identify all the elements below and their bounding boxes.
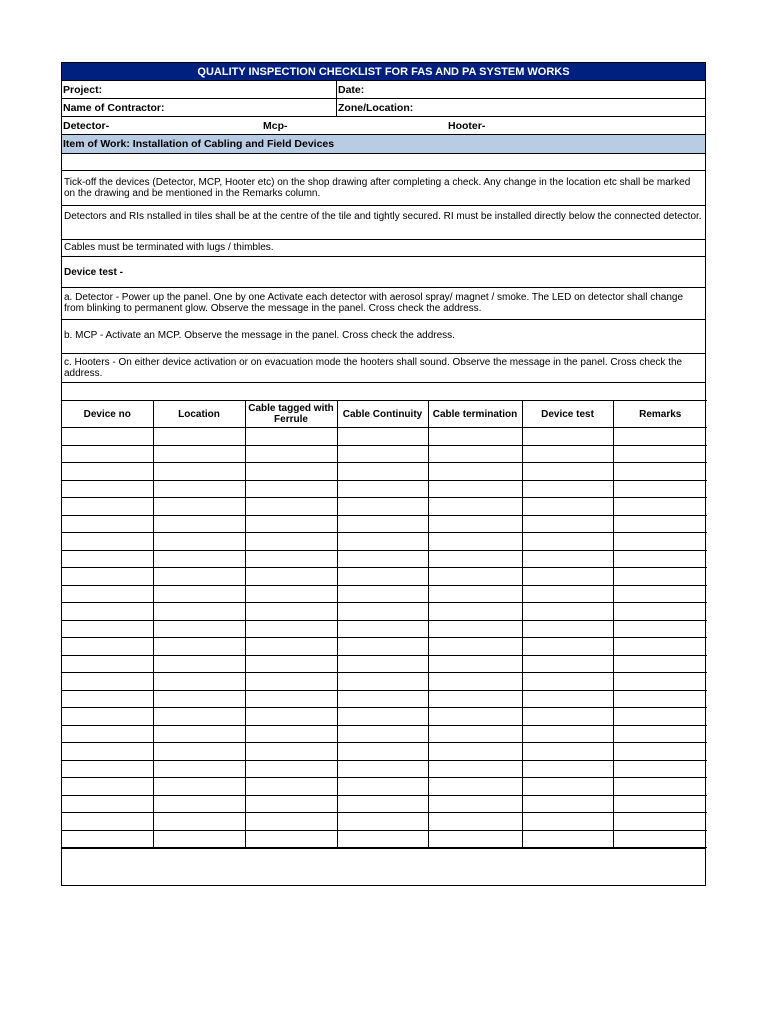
table-cell[interactable]: [613, 638, 707, 656]
table-cell[interactable]: [153, 760, 245, 778]
instruction-cables: Cables must be terminated with lugs / thimbles.: [62, 239, 705, 256]
table-cell[interactable]: [245, 673, 337, 691]
table-cell[interactable]: [245, 515, 337, 533]
table-cell[interactable]: [62, 620, 153, 638]
table-cell[interactable]: [245, 585, 337, 603]
table-cell[interactable]: [522, 673, 613, 691]
table-cell[interactable]: [428, 463, 522, 481]
table-cell[interactable]: [428, 760, 522, 778]
table-cell[interactable]: [245, 568, 337, 586]
table-cell[interactable]: [522, 445, 613, 463]
table-row: [62, 743, 707, 761]
table-cell[interactable]: [153, 568, 245, 586]
table-cell[interactable]: [613, 813, 707, 831]
table-cell[interactable]: [428, 515, 522, 533]
table-cell[interactable]: [337, 515, 428, 533]
table-cell[interactable]: [337, 498, 428, 516]
table-cell[interactable]: [613, 690, 707, 708]
table-cell[interactable]: [522, 533, 613, 551]
table-cell[interactable]: [245, 533, 337, 551]
table-cell[interactable]: [245, 655, 337, 673]
table-cell[interactable]: [337, 760, 428, 778]
header-cable-continuity: Cable Continuity: [337, 401, 428, 428]
table-row: [62, 515, 707, 533]
table-cell[interactable]: [245, 480, 337, 498]
table-row: [62, 603, 707, 621]
table-cell[interactable]: [337, 743, 428, 761]
table-cell[interactable]: [522, 743, 613, 761]
table-cell[interactable]: [428, 725, 522, 743]
table-cell[interactable]: [62, 498, 153, 516]
table-cell[interactable]: [613, 620, 707, 638]
table-row: [62, 638, 707, 656]
table-cell[interactable]: [522, 515, 613, 533]
table-cell[interactable]: [62, 568, 153, 586]
table-cell[interactable]: [613, 533, 707, 551]
table-cell[interactable]: [522, 498, 613, 516]
table-cell[interactable]: [153, 550, 245, 568]
table-cell[interactable]: [522, 568, 613, 586]
table-cell[interactable]: [62, 638, 153, 656]
table-cell[interactable]: [153, 445, 245, 463]
table-row: [62, 445, 707, 463]
table-row: [62, 620, 707, 638]
table-cell[interactable]: [153, 795, 245, 813]
table-cell[interactable]: [245, 690, 337, 708]
table-cell[interactable]: [428, 585, 522, 603]
table-cell[interactable]: [245, 638, 337, 656]
table-cell[interactable]: [613, 708, 707, 726]
table-cell[interactable]: [337, 568, 428, 586]
table-cell[interactable]: [613, 428, 707, 446]
table-cell[interactable]: [613, 550, 707, 568]
table-cell[interactable]: [153, 463, 245, 481]
instruction-detector-test: a. Detector - Power up the panel. One by one Activate each detector with aerosol spray/ magnet / smoke. The LED on detector shall change from blinking to permanent glow. Observe the message in the panel. Cross check the address.: [62, 287, 705, 319]
table-cell[interactable]: [522, 463, 613, 481]
table-cell[interactable]: [522, 550, 613, 568]
table-row: [62, 498, 707, 516]
table-cell[interactable]: [62, 445, 153, 463]
table-cell[interactable]: [153, 428, 245, 446]
table-cell[interactable]: [153, 778, 245, 796]
table-cell[interactable]: [245, 830, 337, 848]
table-cell[interactable]: [62, 743, 153, 761]
device-table: [62, 400, 707, 848]
table-cell[interactable]: [245, 550, 337, 568]
table-cell[interactable]: [337, 585, 428, 603]
table-cell[interactable]: [337, 428, 428, 446]
header-cable-termination: Cable termination: [428, 401, 522, 428]
table-cell[interactable]: [613, 480, 707, 498]
table-cell[interactable]: [62, 655, 153, 673]
table-cell[interactable]: [153, 498, 245, 516]
table-cell[interactable]: [62, 585, 153, 603]
table-row: [62, 463, 707, 481]
table-cell[interactable]: [245, 760, 337, 778]
table-cell[interactable]: [62, 778, 153, 796]
table-cell[interactable]: [62, 533, 153, 551]
table-cell[interactable]: [337, 673, 428, 691]
table-row: [62, 760, 707, 778]
table-cell[interactable]: [428, 708, 522, 726]
table-cell[interactable]: [245, 743, 337, 761]
instruction-detectors-tiles: Detectors and RIs nstalled in tiles shall be at the centre of the tile and tightly secured. RI must be installed directly below the connected detector.: [62, 205, 705, 239]
table-cell[interactable]: [613, 673, 707, 691]
table-cell[interactable]: [337, 445, 428, 463]
checklist-sheet: [61, 62, 706, 886]
table-cell[interactable]: [522, 585, 613, 603]
table-cell[interactable]: [613, 515, 707, 533]
table-cell[interactable]: [428, 830, 522, 848]
table-cell[interactable]: [337, 463, 428, 481]
table-cell[interactable]: [153, 638, 245, 656]
table-cell[interactable]: [62, 690, 153, 708]
table-cell[interactable]: [428, 638, 522, 656]
instruction-tick-off: Tick-off the devices (Detector, MCP, Hooter etc) on the shop drawing after completing a check. Any change in the location etc shall be marked on the drawing and be mentioned in the Remarks column.: [62, 170, 705, 205]
table-cell[interactable]: [428, 603, 522, 621]
table-cell[interactable]: [153, 603, 245, 621]
table-cell[interactable]: [613, 603, 707, 621]
table-row: [62, 708, 707, 726]
table-cell[interactable]: [337, 795, 428, 813]
project-row: [62, 80, 705, 98]
table-cell[interactable]: [522, 760, 613, 778]
instruction-device-test: Device test -: [62, 256, 705, 287]
table-cell[interactable]: [62, 673, 153, 691]
table-cell[interactable]: [428, 778, 522, 796]
table-cell[interactable]: [428, 550, 522, 568]
table-cell[interactable]: [245, 813, 337, 831]
table-cell[interactable]: [428, 673, 522, 691]
table-cell[interactable]: [337, 550, 428, 568]
table-cell[interactable]: [337, 620, 428, 638]
table-cell[interactable]: [613, 830, 707, 848]
table-cell[interactable]: [245, 708, 337, 726]
table-cell[interactable]: [337, 533, 428, 551]
table-cell[interactable]: [245, 620, 337, 638]
table-cell[interactable]: [153, 515, 245, 533]
table-row: [62, 690, 707, 708]
contractor-label: Name of Contractor:: [63, 102, 165, 114]
table-cell[interactable]: [245, 603, 337, 621]
table-cell[interactable]: [613, 743, 707, 761]
table-row: [62, 795, 707, 813]
table-cell[interactable]: [153, 480, 245, 498]
table-cell[interactable]: [245, 498, 337, 516]
table-cell[interactable]: [428, 568, 522, 586]
table-cell[interactable]: [153, 830, 245, 848]
table-cell[interactable]: [428, 445, 522, 463]
table-cell[interactable]: [428, 743, 522, 761]
table-cell[interactable]: [337, 813, 428, 831]
detector-label: Detector-: [63, 120, 110, 132]
footer-notes-area: [62, 848, 705, 885]
table-row: [62, 725, 707, 743]
instruction-hooter-test: c. Hooters - On either device activation or on evacuation mode the hooters shall sound. Observe the message in the panel. Cross check the address.: [62, 353, 705, 382]
table-cell[interactable]: [337, 708, 428, 726]
table-cell[interactable]: [337, 725, 428, 743]
table-cell[interactable]: [613, 568, 707, 586]
item-of-work: Item of Work: Installation of Cabling and Field Devices: [62, 134, 705, 153]
table-cell[interactable]: [522, 830, 613, 848]
table-row: [62, 655, 707, 673]
table-cell[interactable]: [428, 498, 522, 516]
table-cell[interactable]: [428, 795, 522, 813]
header-location: Location: [153, 401, 245, 428]
table-cell[interactable]: [153, 620, 245, 638]
header-cable-tagged: Cable tagged with Ferrule: [245, 401, 337, 428]
table-cell[interactable]: [522, 813, 613, 831]
table-cell[interactable]: [245, 463, 337, 481]
instruction-mcp-test: b. MCP - Activate an MCP. Observe the message in the panel. Cross check the address.: [62, 319, 705, 353]
device-count-row: [62, 116, 705, 134]
table-cell[interactable]: [522, 708, 613, 726]
table-cell[interactable]: [522, 690, 613, 708]
table-cell[interactable]: [428, 813, 522, 831]
table-cell[interactable]: [153, 673, 245, 691]
table-row: [62, 428, 707, 446]
table-cell[interactable]: [522, 725, 613, 743]
table-cell[interactable]: [153, 708, 245, 726]
date-label: Date:: [338, 84, 365, 96]
table-cell[interactable]: [428, 690, 522, 708]
table-cell[interactable]: [337, 830, 428, 848]
table-cell[interactable]: [62, 463, 153, 481]
table-cell[interactable]: [245, 428, 337, 446]
blank-row: [62, 153, 705, 170]
table-cell[interactable]: [613, 463, 707, 481]
table-cell[interactable]: [522, 603, 613, 621]
table-cell[interactable]: [337, 778, 428, 796]
table-row: [62, 480, 707, 498]
zone-label: Zone/Location:: [338, 102, 414, 114]
table-cell[interactable]: [62, 760, 153, 778]
table-cell[interactable]: [62, 603, 153, 621]
table-cell[interactable]: [62, 708, 153, 726]
mcp-label: Mcp-: [263, 120, 288, 132]
table-cell[interactable]: [337, 638, 428, 656]
table-cell[interactable]: [613, 778, 707, 796]
hooter-label: Hooter-: [448, 120, 486, 132]
table-cell[interactable]: [153, 813, 245, 831]
table-row: [62, 568, 707, 586]
blank-row: [62, 382, 705, 400]
table-cell[interactable]: [337, 690, 428, 708]
table-cell[interactable]: [153, 743, 245, 761]
table-row: [62, 813, 707, 831]
table-cell[interactable]: [62, 830, 153, 848]
header-device-no: Device no: [62, 401, 153, 428]
table-cell[interactable]: [613, 760, 707, 778]
table-cell[interactable]: [245, 795, 337, 813]
table-cell[interactable]: [428, 620, 522, 638]
form-title: QUALITY INSPECTION CHECKLIST FOR FAS AND PA SYSTEM WORKS: [62, 62, 705, 80]
table-cell[interactable]: [62, 515, 153, 533]
table-row: [62, 533, 707, 551]
table-body: [62, 428, 707, 848]
table-cell[interactable]: [153, 690, 245, 708]
table-cell[interactable]: [613, 795, 707, 813]
table-cell[interactable]: [428, 428, 522, 446]
table-cell[interactable]: [522, 638, 613, 656]
contractor-row: [62, 98, 705, 116]
table-cell[interactable]: [522, 655, 613, 673]
table-cell[interactable]: [522, 778, 613, 796]
table-cell[interactable]: [522, 795, 613, 813]
table-cell[interactable]: [153, 725, 245, 743]
table-cell[interactable]: [153, 655, 245, 673]
table-cell[interactable]: [522, 428, 613, 446]
table-cell[interactable]: [62, 725, 153, 743]
table-cell[interactable]: [428, 655, 522, 673]
table-row: [62, 585, 707, 603]
table-cell[interactable]: [613, 498, 707, 516]
table-cell[interactable]: [522, 620, 613, 638]
table-cell[interactable]: [245, 445, 337, 463]
table-row: [62, 673, 707, 691]
table-row: [62, 550, 707, 568]
table-cell[interactable]: [337, 480, 428, 498]
table-cell[interactable]: [613, 655, 707, 673]
table-cell[interactable]: [62, 813, 153, 831]
table-cell[interactable]: [522, 480, 613, 498]
table-row: [62, 830, 707, 848]
table-row: [62, 778, 707, 796]
table-cell[interactable]: [153, 533, 245, 551]
table-cell[interactable]: [62, 480, 153, 498]
header-device-test: Device test: [522, 401, 613, 428]
table-cell[interactable]: [428, 533, 522, 551]
table-cell[interactable]: [153, 585, 245, 603]
table-cell[interactable]: [613, 585, 707, 603]
header-remarks: Remarks: [613, 401, 707, 428]
table-cell[interactable]: [428, 480, 522, 498]
table-cell[interactable]: [245, 725, 337, 743]
table-cell[interactable]: [337, 655, 428, 673]
project-label: Project:: [63, 84, 103, 96]
table-cell[interactable]: [62, 428, 153, 446]
table-cell[interactable]: [62, 550, 153, 568]
table-cell[interactable]: [613, 445, 707, 463]
table-cell[interactable]: [62, 795, 153, 813]
table-cell[interactable]: [613, 725, 707, 743]
table-cell[interactable]: [245, 778, 337, 796]
table-cell[interactable]: [337, 603, 428, 621]
table-header-row: [62, 401, 707, 428]
